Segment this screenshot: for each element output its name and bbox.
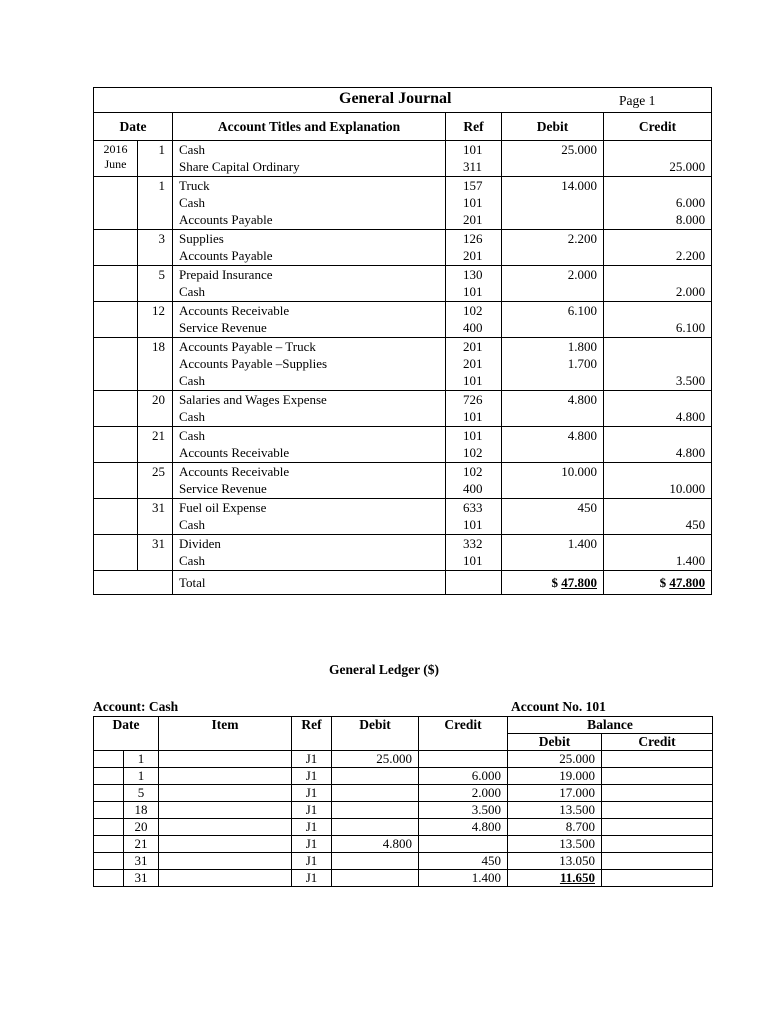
journal-line-credit: 8.000 <box>675 212 706 227</box>
journal-entry-row <box>94 499 712 535</box>
ledger-credit: 450 <box>419 853 508 870</box>
journal-account-title: Accounts Payable – Truck <box>179 339 316 354</box>
ledger-month-cell <box>94 802 124 819</box>
journal-entry-refs <box>446 230 502 266</box>
journal-account-title: Service Revenue <box>179 481 267 496</box>
journal-line-debit <box>502 247 603 264</box>
ledger-debit: 25.000 <box>332 751 419 768</box>
journal-total-label: Total <box>173 571 446 595</box>
journal-entry-credits <box>604 427 712 463</box>
journal-line-credit: 6.000 <box>675 195 706 210</box>
ledger-debit <box>332 785 419 802</box>
journal-total-debit-value: 47.800 <box>561 575 597 590</box>
journal-line-ref: 126 <box>463 231 483 246</box>
journal-line-ref: 726 <box>463 392 483 407</box>
journal-total-row <box>94 571 712 595</box>
journal-line-ref: 102 <box>463 464 483 479</box>
journal-entry-refs <box>446 302 502 338</box>
journal-line-credit <box>604 141 711 158</box>
journal-account-title: Truck <box>179 178 210 193</box>
ledger-balance-debit: 11.650 <box>508 870 602 887</box>
journal-line-debit <box>502 408 603 425</box>
ledger-credit: 2.000 <box>419 785 508 802</box>
journal-total-credit-currency: $ <box>659 575 670 590</box>
journal-line-debit: 1.400 <box>567 536 597 551</box>
journal-entry-debits <box>502 338 604 391</box>
journal-line-debit <box>502 283 603 300</box>
journal-date-cell <box>94 338 138 391</box>
journal-entry-day: 18 <box>138 338 173 391</box>
journal-date-cell <box>94 177 138 230</box>
journal-title: General Journal <box>339 90 452 107</box>
ledger-credit: 6.000 <box>419 768 508 785</box>
journal-month: June <box>104 157 127 171</box>
ledger-debit <box>332 819 419 836</box>
journal-date-cell <box>94 499 138 535</box>
journal-line-credit <box>604 535 711 552</box>
journal-entry-day: 21 <box>138 427 173 463</box>
journal-header-date: Date <box>94 113 173 141</box>
journal-entry-day: 31 <box>138 499 173 535</box>
journal-line-credit <box>604 338 711 355</box>
journal-entry-accounts <box>173 302 446 338</box>
journal-line-ref: 201 <box>463 248 483 263</box>
journal-line-ref: 102 <box>463 445 483 460</box>
journal-line-credit <box>604 427 711 444</box>
journal-account-title: Fuel oil Expense <box>179 500 267 515</box>
journal-account-title: Cash <box>179 195 205 210</box>
journal-entry-credits <box>604 141 712 177</box>
ledger-row <box>94 870 713 887</box>
journal-entry-credits <box>604 338 712 391</box>
ledger-item <box>159 819 292 836</box>
journal-title-row <box>94 88 712 113</box>
journal-entry-accounts <box>173 338 446 391</box>
journal-entry-accounts <box>173 266 446 302</box>
journal-entry-row <box>94 391 712 427</box>
ledger-account-number: Account No. 101 <box>511 699 606 714</box>
journal-account-title: Cash <box>179 428 205 443</box>
journal-date-cell <box>94 266 138 302</box>
ledger-balance-credit <box>602 836 713 853</box>
journal-line-debit: 4.800 <box>567 392 597 407</box>
general-ledger-table <box>93 716 713 887</box>
ledger-header-date: Date <box>94 717 159 751</box>
journal-line-credit <box>604 355 711 372</box>
ledger-debit <box>332 802 419 819</box>
ledger-header-credit: Credit <box>419 717 508 751</box>
ledger-balance-debit: 17.000 <box>508 785 602 802</box>
journal-entry-row <box>94 535 712 571</box>
journal-account-title: Accounts Payable <box>179 248 273 263</box>
ledger-item <box>159 751 292 768</box>
ledger-day: 1 <box>124 751 159 768</box>
ledger-balance-credit <box>602 870 713 887</box>
journal-line-ref: 201 <box>463 212 483 227</box>
ledger-header-ref: Ref <box>292 717 332 751</box>
journal-entry-row <box>94 463 712 499</box>
journal-account-title: Supplies <box>179 231 224 246</box>
ledger-balance-credit <box>602 802 713 819</box>
journal-account-title: Share Capital Ordinary <box>179 159 300 174</box>
journal-date-cell <box>94 535 138 571</box>
journal-total-debit <box>502 571 604 595</box>
journal-line-credit: 10.000 <box>669 481 706 496</box>
journal-line-debit <box>502 444 603 461</box>
journal-account-title: Accounts Payable –Supplies <box>179 356 328 371</box>
journal-line-ref: 101 <box>463 553 483 568</box>
ledger-month-cell <box>94 836 124 853</box>
journal-entry-row <box>94 302 712 338</box>
journal-account-title: Cash <box>179 284 205 299</box>
ledger-row <box>94 836 713 853</box>
journal-entry-refs <box>446 499 502 535</box>
journal-entry-debits <box>502 302 604 338</box>
journal-line-ref: 400 <box>463 481 483 496</box>
ledger-balance-debit: 19.000 <box>508 768 602 785</box>
ledger-row <box>94 751 713 768</box>
ledger-ref: J1 <box>292 785 332 802</box>
journal-entry-credits <box>604 266 712 302</box>
journal-header-row <box>94 113 712 141</box>
journal-line-debit <box>502 372 603 389</box>
journal-line-debit: 1.700 <box>567 356 597 371</box>
journal-line-debit <box>502 516 603 533</box>
ledger-month-cell <box>94 785 124 802</box>
journal-account-title: Accounts Receivable <box>179 464 290 479</box>
journal-date-cell <box>94 391 138 427</box>
journal-line-ref: 633 <box>463 500 483 515</box>
journal-account-title: Cash <box>179 409 205 424</box>
journal-entry-day: 31 <box>138 535 173 571</box>
journal-header-debit: Debit <box>502 113 604 141</box>
ledger-month-cell <box>94 751 124 768</box>
journal-line-ref: 311 <box>463 159 483 174</box>
general-journal-table <box>93 87 712 595</box>
journal-account-title: Cash <box>179 142 205 157</box>
journal-entry-day: 20 <box>138 391 173 427</box>
journal-entry-row <box>94 230 712 266</box>
journal-entry-accounts <box>173 230 446 266</box>
journal-entry-day: 1 <box>138 141 173 177</box>
journal-line-credit: 3.500 <box>675 373 706 388</box>
journal-total-ref-cell <box>446 571 502 595</box>
journal-account-title: Accounts Payable <box>179 212 273 227</box>
journal-entry-debits <box>502 499 604 535</box>
ledger-row <box>94 802 713 819</box>
journal-account-title: Prepaid Insurance <box>179 267 273 282</box>
journal-total-debit-currency: $ <box>551 575 562 590</box>
ledger-day: 21 <box>124 836 159 853</box>
journal-total-date-cell <box>94 571 173 595</box>
journal-line-debit: 2.200 <box>567 231 597 246</box>
ledger-balance-debit: 13.050 <box>508 853 602 870</box>
journal-account-title: Dividen <box>179 536 221 551</box>
journal-line-debit <box>502 552 603 569</box>
journal-line-ref: 201 <box>463 339 483 354</box>
ledger-item <box>159 802 292 819</box>
journal-line-credit <box>604 266 711 283</box>
ledger-ref: J1 <box>292 802 332 819</box>
journal-line-debit <box>502 319 603 336</box>
ledger-balance-credit <box>602 853 713 870</box>
ledger-debit <box>332 853 419 870</box>
ledger-ref: J1 <box>292 819 332 836</box>
ledger-month-cell <box>94 870 124 887</box>
journal-line-debit <box>502 158 603 175</box>
journal-date-cell <box>94 302 138 338</box>
journal-line-ref: 101 <box>463 284 483 299</box>
journal-line-debit <box>502 480 603 497</box>
journal-entry-refs <box>446 391 502 427</box>
journal-entry-refs <box>446 338 502 391</box>
journal-title-cell <box>94 88 712 113</box>
ledger-debit <box>332 768 419 785</box>
ledger-item <box>159 768 292 785</box>
journal-line-debit: 14.000 <box>561 178 597 193</box>
journal-entry-accounts <box>173 463 446 499</box>
journal-entry-accounts <box>173 499 446 535</box>
ledger-day: 5 <box>124 785 159 802</box>
journal-line-ref: 400 <box>463 320 483 335</box>
journal-entry-row <box>94 141 712 177</box>
journal-entry-day: 12 <box>138 302 173 338</box>
journal-line-credit: 6.100 <box>675 320 706 335</box>
journal-line-ref: 157 <box>463 178 483 193</box>
journal-line-ref: 102 <box>463 303 483 318</box>
journal-date-cell <box>94 463 138 499</box>
journal-line-credit: 4.800 <box>675 445 706 460</box>
ledger-credit: 1.400 <box>419 870 508 887</box>
journal-line-credit <box>604 463 711 480</box>
journal-entry-credits <box>604 177 712 230</box>
journal-account-title: Accounts Receivable <box>179 445 290 460</box>
journal-line-debit <box>502 211 603 228</box>
ledger-row <box>94 853 713 870</box>
ledger-header-balance-credit: Credit <box>602 734 713 751</box>
journal-entry-day: 25 <box>138 463 173 499</box>
journal-entry-day: 5 <box>138 266 173 302</box>
journal-account-title: Cash <box>179 373 205 388</box>
ledger-balance-debit: 13.500 <box>508 836 602 853</box>
journal-line-ref: 201 <box>463 356 483 371</box>
journal-entry-credits <box>604 463 712 499</box>
journal-entry-row <box>94 266 712 302</box>
ledger-credit <box>419 836 508 853</box>
ledger-item <box>159 836 292 853</box>
journal-line-debit: 1.800 <box>567 339 597 354</box>
journal-line-debit: 2.000 <box>567 267 597 282</box>
journal-header-ref: Ref <box>446 113 502 141</box>
ledger-account-label: Account: Cash <box>93 699 179 714</box>
journal-account-title: Service Revenue <box>179 320 267 335</box>
journal-line-debit: 6.100 <box>567 303 597 318</box>
ledger-balance-credit <box>602 768 713 785</box>
journal-entry-debits <box>502 463 604 499</box>
journal-line-debit <box>502 194 603 211</box>
ledger-balance-debit: 25.000 <box>508 751 602 768</box>
ledger-credit <box>419 751 508 768</box>
journal-entry-debits <box>502 141 604 177</box>
journal-line-ref: 101 <box>463 142 483 157</box>
journal-entry-accounts <box>173 141 446 177</box>
journal-entry-day: 1 <box>138 177 173 230</box>
ledger-header-item: Item <box>159 717 292 751</box>
journal-line-credit <box>604 230 711 247</box>
journal-entry-debits <box>502 535 604 571</box>
journal-account-title: Cash <box>179 553 205 568</box>
journal-entry-row <box>94 177 712 230</box>
journal-line-debit: 25.000 <box>561 142 597 157</box>
journal-entry-credits <box>604 499 712 535</box>
journal-page-number: Page 1 <box>619 93 656 108</box>
journal-header-account: Account Titles and Explanation <box>173 113 446 141</box>
ledger-debit: 4.800 <box>332 836 419 853</box>
ledger-month-cell <box>94 853 124 870</box>
journal-line-credit <box>604 391 711 408</box>
ledger-row <box>94 819 713 836</box>
ledger-day: 1 <box>124 768 159 785</box>
ledger-header-balance: Balance <box>508 717 713 734</box>
journal-entry-refs <box>446 177 502 230</box>
ledger-ref: J1 <box>292 768 332 785</box>
journal-line-credit: 2.000 <box>675 284 706 299</box>
journal-line-credit <box>604 302 711 319</box>
journal-line-credit <box>604 177 711 194</box>
journal-line-credit: 1.400 <box>675 553 706 568</box>
journal-entry-debits <box>502 266 604 302</box>
journal-date-cell <box>94 141 138 177</box>
ledger-item <box>159 853 292 870</box>
ledger-balance-credit <box>602 819 713 836</box>
ledger-day: 20 <box>124 819 159 836</box>
ledger-ref: J1 <box>292 870 332 887</box>
ledger-ref: J1 <box>292 853 332 870</box>
journal-entry-credits <box>604 391 712 427</box>
journal-account-title: Salaries and Wages Expense <box>179 392 327 407</box>
ledger-debit <box>332 870 419 887</box>
journal-line-ref: 101 <box>463 428 483 443</box>
ledger-balance-debit: 13.500 <box>508 802 602 819</box>
journal-line-ref: 332 <box>463 536 483 551</box>
journal-entry-credits <box>604 302 712 338</box>
journal-entry-day: 3 <box>138 230 173 266</box>
journal-line-ref: 101 <box>463 517 483 532</box>
journal-line-debit: 10.000 <box>561 464 597 479</box>
journal-line-ref: 130 <box>463 267 483 282</box>
journal-entry-refs <box>446 141 502 177</box>
journal-entry-accounts <box>173 427 446 463</box>
ledger-balance-credit <box>602 785 713 802</box>
ledger-title: General Ledger ($) <box>329 662 439 677</box>
journal-entry-debits <box>502 177 604 230</box>
ledger-day: 31 <box>124 870 159 887</box>
ledger-balance-credit <box>602 751 713 768</box>
ledger-balance-debit: 8.700 <box>508 819 602 836</box>
ledger-credit: 3.500 <box>419 802 508 819</box>
journal-entry-debits <box>502 427 604 463</box>
journal-year: 2016 <box>103 142 128 156</box>
journal-line-credit: 450 <box>685 517 706 532</box>
journal-line-credit <box>604 499 711 516</box>
journal-entry-accounts <box>173 391 446 427</box>
journal-entry-accounts <box>173 535 446 571</box>
journal-entry-debits <box>502 391 604 427</box>
journal-line-debit: 450 <box>577 500 597 515</box>
ledger-credit: 4.800 <box>419 819 508 836</box>
ledger-day: 18 <box>124 802 159 819</box>
journal-line-ref: 101 <box>463 409 483 424</box>
ledger-ref: J1 <box>292 751 332 768</box>
journal-header-credit: Credit <box>604 113 712 141</box>
journal-date-cell <box>94 427 138 463</box>
journal-line-credit: 4.800 <box>675 409 706 424</box>
journal-total-credit <box>604 571 712 595</box>
ledger-ref: J1 <box>292 836 332 853</box>
ledger-header-row-1 <box>94 717 713 734</box>
ledger-header-balance-debit: Debit <box>508 734 602 751</box>
journal-account-title: Cash <box>179 517 205 532</box>
journal-entry-credits <box>604 535 712 571</box>
journal-line-credit: 25.000 <box>669 159 706 174</box>
journal-line-ref: 101 <box>463 373 483 388</box>
journal-entry-refs <box>446 427 502 463</box>
journal-account-title: Accounts Receivable <box>179 303 290 318</box>
ledger-item <box>159 870 292 887</box>
ledger-month-cell <box>94 768 124 785</box>
journal-entry-row <box>94 338 712 391</box>
journal-line-debit: 4.800 <box>567 428 597 443</box>
journal-entry-refs <box>446 463 502 499</box>
journal-entry-refs <box>446 535 502 571</box>
journal-total-credit-value: 47.800 <box>669 575 706 590</box>
ledger-header-debit: Debit <box>332 717 419 751</box>
journal-entry-debits <box>502 230 604 266</box>
journal-entry-credits <box>604 230 712 266</box>
journal-entry-accounts <box>173 177 446 230</box>
journal-entry-refs <box>446 266 502 302</box>
ledger-month-cell <box>94 819 124 836</box>
ledger-day: 31 <box>124 853 159 870</box>
ledger-row <box>94 768 713 785</box>
ledger-row <box>94 785 713 802</box>
journal-line-credit: 2.200 <box>675 248 706 263</box>
ledger-item <box>159 785 292 802</box>
journal-date-cell <box>94 230 138 266</box>
journal-entry-row <box>94 427 712 463</box>
ledger-rows <box>94 751 713 887</box>
journal-line-ref: 101 <box>463 195 483 210</box>
journal-entries <box>94 141 712 571</box>
